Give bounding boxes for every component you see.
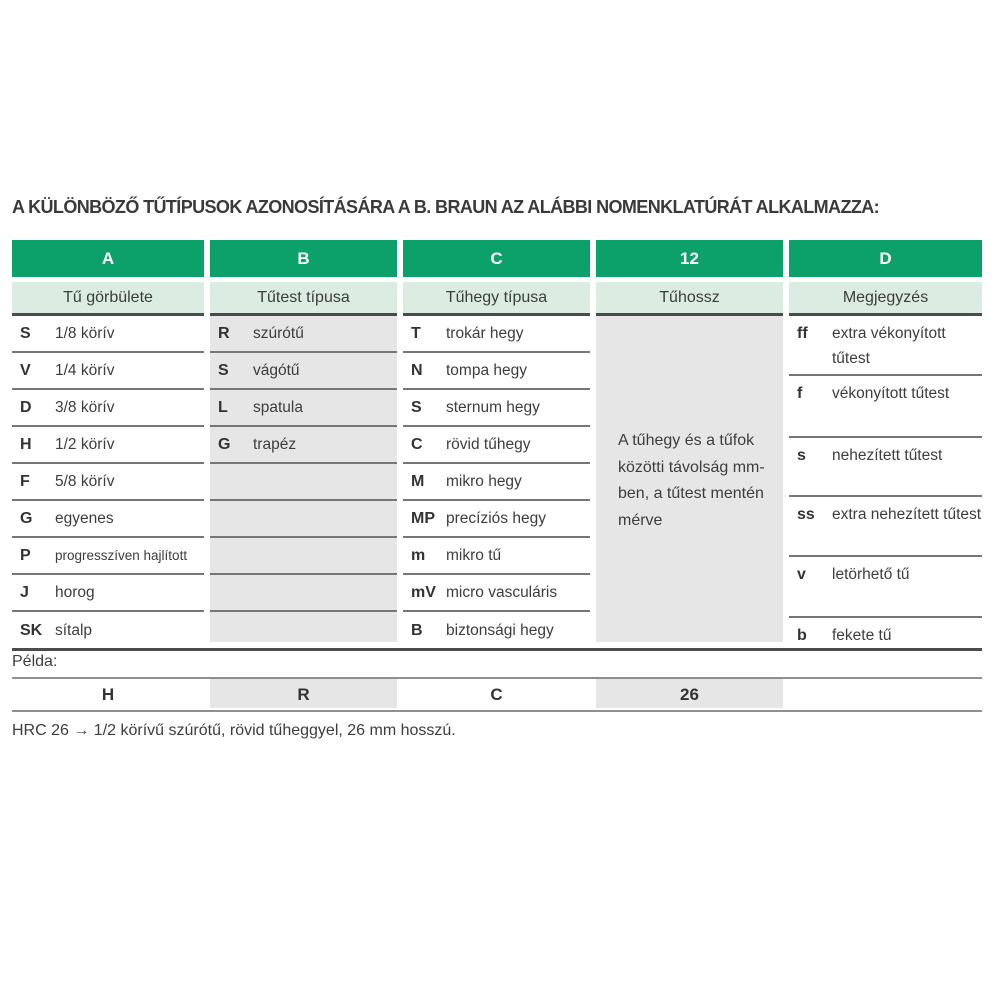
table-row xyxy=(789,497,982,557)
row-code: v xyxy=(797,566,806,583)
row-label: 3/8 körív xyxy=(55,398,115,416)
table-cell-empty xyxy=(210,538,397,575)
table-row xyxy=(12,316,204,353)
row-label: horog xyxy=(55,583,95,601)
divider xyxy=(12,710,982,712)
table-row xyxy=(403,538,590,575)
row-code: N xyxy=(411,361,423,379)
row-label: 1/8 körív xyxy=(55,324,115,342)
column-subheader-d: Megjegyzés xyxy=(789,282,982,313)
row-code: H xyxy=(20,435,32,453)
table-row xyxy=(12,612,204,649)
table-row xyxy=(12,427,204,464)
table-row xyxy=(403,316,590,353)
row-label: sítalp xyxy=(55,621,93,639)
table-row xyxy=(12,390,204,427)
row-label: extra nehezített tűtest xyxy=(832,506,982,523)
table-row xyxy=(12,575,204,612)
row-code: S xyxy=(411,398,422,416)
table-row xyxy=(789,316,982,376)
table-row xyxy=(403,427,590,464)
row-label: mikro hegy xyxy=(446,472,522,490)
row-code: P xyxy=(20,546,31,564)
row-label: micro vasculáris xyxy=(446,583,558,601)
row-code: T xyxy=(411,324,421,342)
table-row xyxy=(403,390,590,427)
table-row xyxy=(403,464,590,501)
row-code: G xyxy=(218,435,231,453)
row-code: ff xyxy=(797,325,808,342)
table-row xyxy=(789,618,982,649)
row-label: trokár hegy xyxy=(446,324,524,342)
row-code: C xyxy=(411,435,423,453)
page-title: A KÜLÖNBÖZŐ TŰTÍPUSOK AZONOSÍTÁSÁRA A B. BRAUN AZ ALÁBBI NOMENKLATÚRÁT ALKALMAZZA: xyxy=(12,197,880,217)
example-caption: HRC 26 → 1/2 körívű szúrótű, rövid tűheggyel, 26 mm hosszú. xyxy=(12,722,456,739)
example-label: Példa: xyxy=(12,653,58,670)
table-row xyxy=(403,501,590,538)
row-label: 5/8 körív xyxy=(55,472,115,490)
row-label: spatula xyxy=(253,398,303,416)
needle-length-note: A tűhegy és a tűfok közötti távolság mm-ben, a tűtest mentén mérve xyxy=(618,432,765,529)
row-code: L xyxy=(218,398,228,416)
table-row xyxy=(789,557,982,618)
column-header-a: A xyxy=(12,240,204,277)
row-code: S xyxy=(218,361,229,379)
row-label: sternum hegy xyxy=(446,398,540,416)
row-code: G xyxy=(20,509,33,527)
table-row xyxy=(210,427,397,464)
needle-length-note-cell xyxy=(596,316,783,642)
table-row xyxy=(403,353,590,390)
row-code: SK xyxy=(20,621,43,639)
row-label: mikro tű xyxy=(446,546,502,564)
row-code: J xyxy=(20,583,29,601)
row-label: biztonsági hegy xyxy=(446,621,554,639)
row-code: M xyxy=(411,472,425,490)
column-header-12: 12 xyxy=(596,240,783,277)
table-row xyxy=(789,438,982,497)
row-code: D xyxy=(20,398,32,416)
table-row xyxy=(403,575,590,612)
column-c-rows xyxy=(403,316,590,649)
example-value-12: 26 xyxy=(680,685,699,704)
example-value-b: R xyxy=(297,685,310,704)
row-label: vágótű xyxy=(253,361,300,379)
row-label: letörhető tű xyxy=(832,566,910,583)
row-code: ss xyxy=(797,506,815,523)
row-label: trapéz xyxy=(253,435,297,453)
row-code: B xyxy=(411,621,423,639)
column-subheader-b: Tűtest típusa xyxy=(210,282,397,313)
table-cell-empty xyxy=(210,464,397,501)
table-row xyxy=(789,376,982,438)
row-code: s xyxy=(797,447,806,464)
row-label: extra vékonyított tűtest xyxy=(832,325,946,367)
divider xyxy=(12,648,982,651)
row-label: precíziós hegy xyxy=(446,509,546,527)
row-label: 1/2 körív xyxy=(55,435,115,453)
row-code: f xyxy=(797,385,803,402)
column-a-rows xyxy=(12,316,204,649)
row-label: szúrótű xyxy=(253,324,304,342)
column-b-rows xyxy=(210,316,397,642)
table-row xyxy=(12,464,204,501)
row-label: 1/4 körív xyxy=(55,361,115,379)
table-row xyxy=(210,316,397,353)
row-label: vékonyított tűtest xyxy=(832,385,950,402)
row-label: tompa hegy xyxy=(446,361,527,379)
table-cell-empty xyxy=(210,612,397,641)
table-cell-empty xyxy=(210,501,397,538)
table-row xyxy=(210,390,397,427)
column-subheader-12: Tűhossz xyxy=(596,282,783,313)
row-label: egyenes xyxy=(55,509,114,527)
row-code: b xyxy=(797,627,807,644)
divider xyxy=(12,677,982,679)
example-value-a: H xyxy=(101,685,115,704)
table-cell-empty xyxy=(210,575,397,612)
column-header-d: D xyxy=(789,240,982,277)
column-subheader-a: Tű görbülete xyxy=(12,282,204,313)
row-code: V xyxy=(20,361,31,379)
row-code: F xyxy=(20,472,30,490)
column-d-rows xyxy=(789,316,982,649)
row-code: m xyxy=(411,546,426,564)
row-label: progresszíven hajlított xyxy=(55,548,188,563)
row-label: rövid tűhegy xyxy=(446,435,531,453)
table-row xyxy=(12,538,204,575)
row-code: S xyxy=(20,324,31,342)
example-value-c: C xyxy=(490,685,503,704)
table-row xyxy=(12,353,204,390)
column-subheader-c: Tűhegy típusa xyxy=(403,282,590,313)
row-label: nehezített tűtest xyxy=(832,447,943,464)
table-row xyxy=(12,501,204,538)
row-code: MP xyxy=(411,509,435,527)
row-code: mV xyxy=(411,583,436,601)
column-header-c: C xyxy=(403,240,590,277)
column-header-b: B xyxy=(210,240,397,277)
row-label: fekete tű xyxy=(832,627,892,644)
table-row xyxy=(403,612,590,649)
table-row xyxy=(210,353,397,390)
row-code: R xyxy=(218,324,230,342)
